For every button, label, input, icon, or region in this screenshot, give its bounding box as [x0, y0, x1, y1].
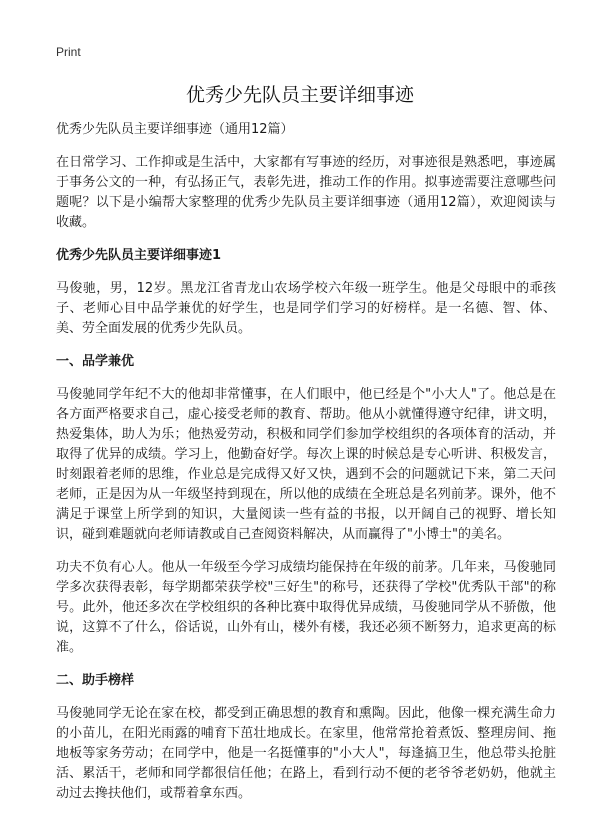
- section-heading-2: 二、助手榜样: [56, 673, 135, 688]
- document-body: [56, 120, 556, 817]
- intro-paragraph: 在日常学习、工作抑或是生活中，大家都有写事迹的经历，对事迹很是熟悉吧，事迹属于事务公文的一种，有弘扬正气，表彰先进，推动工作的作用。拟事迹需要注意哪些问题呢？以下是小编帮大家整理的优秀少先队员主要详细事迹（通用12篇），欢迎阅读与收藏。: [56, 155, 556, 230]
- item-heading: 优秀少先队员主要详细事迹1: [56, 248, 222, 263]
- section-1-paragraph-1: 马俊驰同学年纪不大的他却非常懂事，在人们眼中，他已经是个"小大人"了。他总是在各方面严格要求自己，虚心接受老师的教育、帮助。他从小就懂得遵守纪律，讲文明，热爱集体，助人为乐；他热爱劳动，积极和同学们参加学校组织的各项体育的活动，并取得了优异的成绩。学习上，他勤奋好学。每次上课的时候总是专心听讲、积极发言，时刻跟着老师的思维，作业总是完成得又好又快，遇到不会的问题就记下来，第二天问老师，正是因为从一年级坚持到现在，所以他的成绩在全班总是名列前茅。课外，他不满足于课堂上所学到的知识，大量阅读一些有益的书报，以开阔自己的视野、增长知识，碰到难题就向老师请教或自己查阅资料解决，从而赢得了"小博士"的美名。: [56, 387, 556, 542]
- page-title: 优秀少先队员主要详细事迹: [185, 84, 414, 106]
- section-heading-1: 一、品学兼优: [56, 354, 135, 369]
- document-subtitle: 优秀少先队员主要详细事迹（通用12篇）: [56, 122, 294, 137]
- section-1-paragraph-2: 功夫不负有心人。他从一年级至今学习成绩均能保持在年级的前茅。几年来，马俊驰同学多次获得表彰，每学期都荣获学校"三好生"的称号，还获得了学校"优秀队干部"的称号。此外，他还多次在学校组织的各种比赛中取得优异成绩，马俊驰同学从不骄傲，他说，这算不了什么，俗话说，山外有山，楼外有楼，我还必须不断努力，追求更高的标准。: [56, 560, 556, 655]
- print-link[interactable]: Print: [56, 45, 81, 59]
- section-2-paragraph-1: 马俊驰同学无论在家在校，都受到正确思想的教育和熏陶。因此，他像一棵充满生命力的小苗儿，在阳光雨露的哺育下茁壮地成长。在家里，他常常抢着煮饭、整理房间、拖地板等家务劳动；在同学中，他是一名挺懂事的"小大人"，每逢搞卫生，他总带头抢脏活、累活干，老师和同学都很信任他；在路上，看到行动不便的老爷爷老奶奶，他就主动过去搀扶他们，或帮着拿东西。: [56, 706, 556, 801]
- item-intro-paragraph: 马俊驰，男，12岁。黑龙江省青龙山农场学校六年级一班学生。他是父母眼中的乖孩子、老师心目中品学兼优的好学生，也是同学们学习的好榜样。是一名德、智、体、美、劳全面发展的优秀少先队员。: [56, 281, 556, 336]
